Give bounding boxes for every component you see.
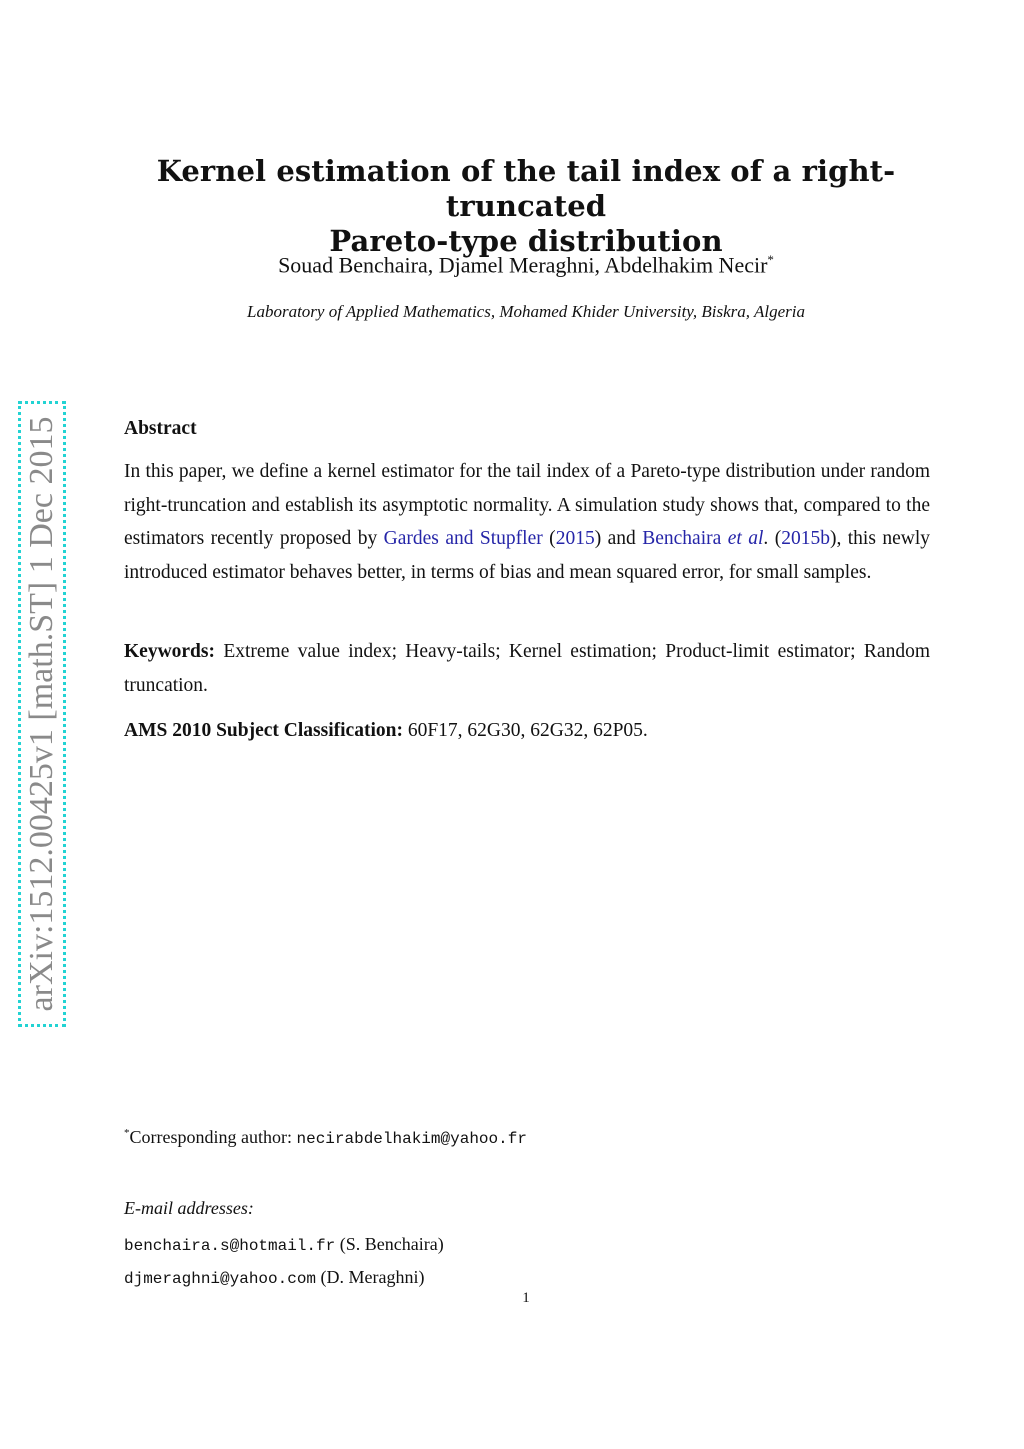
keywords-label: Keywords: <box>124 641 215 662</box>
citation-benchaira-name: Benchaira <box>642 528 722 550</box>
corresponding-author-mark: * <box>767 252 774 267</box>
citation-year-2015b[interactable]: 2015b <box>781 528 830 550</box>
title-line-2: Pareto-type distribution <box>329 224 723 258</box>
ams-label: AMS 2010 Subject Classification: <box>124 720 403 741</box>
abstract-heading: Abstract <box>124 418 197 439</box>
footnote-mark: * <box>124 1127 130 1139</box>
affiliation: Laboratory of Applied Mathematics, Mohamed Khider University, Biskra, Algeria <box>247 302 805 321</box>
citation-et-al: et al <box>727 528 764 550</box>
email-row <box>124 1234 444 1255</box>
paper-title <box>100 154 952 259</box>
email-benchaira[interactable]: benchaira.s@hotmail.fr <box>124 1237 336 1255</box>
keywords-text: Extreme value index; Heavy-tails; Kernel estimation; Product-limit estimator; Random truncation. <box>124 641 930 696</box>
corresponding-email[interactable]: necirabdelhakim@yahoo.fr <box>296 1130 527 1148</box>
paren-open-1: ( <box>542 528 556 550</box>
keywords <box>124 635 930 702</box>
footnote-label: Corresponding author: <box>129 1127 297 1147</box>
abstract-text-3: . ( <box>763 528 782 550</box>
citation-gardes-stupfler[interactable]: Gardes and Stupfler <box>383 528 543 550</box>
email-row <box>124 1267 425 1288</box>
arxiv-stamp <box>18 401 66 1027</box>
abstract-body <box>124 455 930 590</box>
abstract-text-2: ) and <box>594 528 643 550</box>
title-line-1: Kernel estimation of the tail index of a right-truncated <box>156 154 896 223</box>
email-owner-meraghni: (D. Meraghni) <box>316 1267 425 1287</box>
authors-text: Souad Benchaira, Djamel Meraghni, Abdelhakim Necir <box>278 252 768 278</box>
page-number: 1 <box>522 1290 530 1306</box>
citation-benchaira[interactable] <box>642 528 763 549</box>
email-addresses-heading: E-mail addresses: <box>124 1198 254 1218</box>
ams-text: 60F17, 62G30, 62G32, 62P05. <box>402 720 648 741</box>
abstract-text-1: In this paper, we define a kernel estimator for the tail index of a Pareto-type distribution under random right-truncation and establish its asymptotic normality. A simulation study shows that, compared to the estimators recently proposed by <box>124 461 930 550</box>
email-meraghni[interactable]: djmeraghni@yahoo.com <box>124 1270 317 1288</box>
ams-classification <box>124 714 930 748</box>
corresponding-author-footnote <box>124 1127 930 1148</box>
citation-year-2015[interactable]: 2015 <box>555 528 595 550</box>
author-list <box>100 252 952 278</box>
email-owner-benchaira: (S. Benchaira) <box>335 1234 444 1254</box>
arxiv-stamp-text: arXiv:1512.00425v1 [math.ST] 1 Dec 2015 <box>23 416 60 1012</box>
abstract-text-4: ), this newly introduced estimator behaves better, in terms of bias and mean squared error, for small samples. <box>124 528 931 584</box>
